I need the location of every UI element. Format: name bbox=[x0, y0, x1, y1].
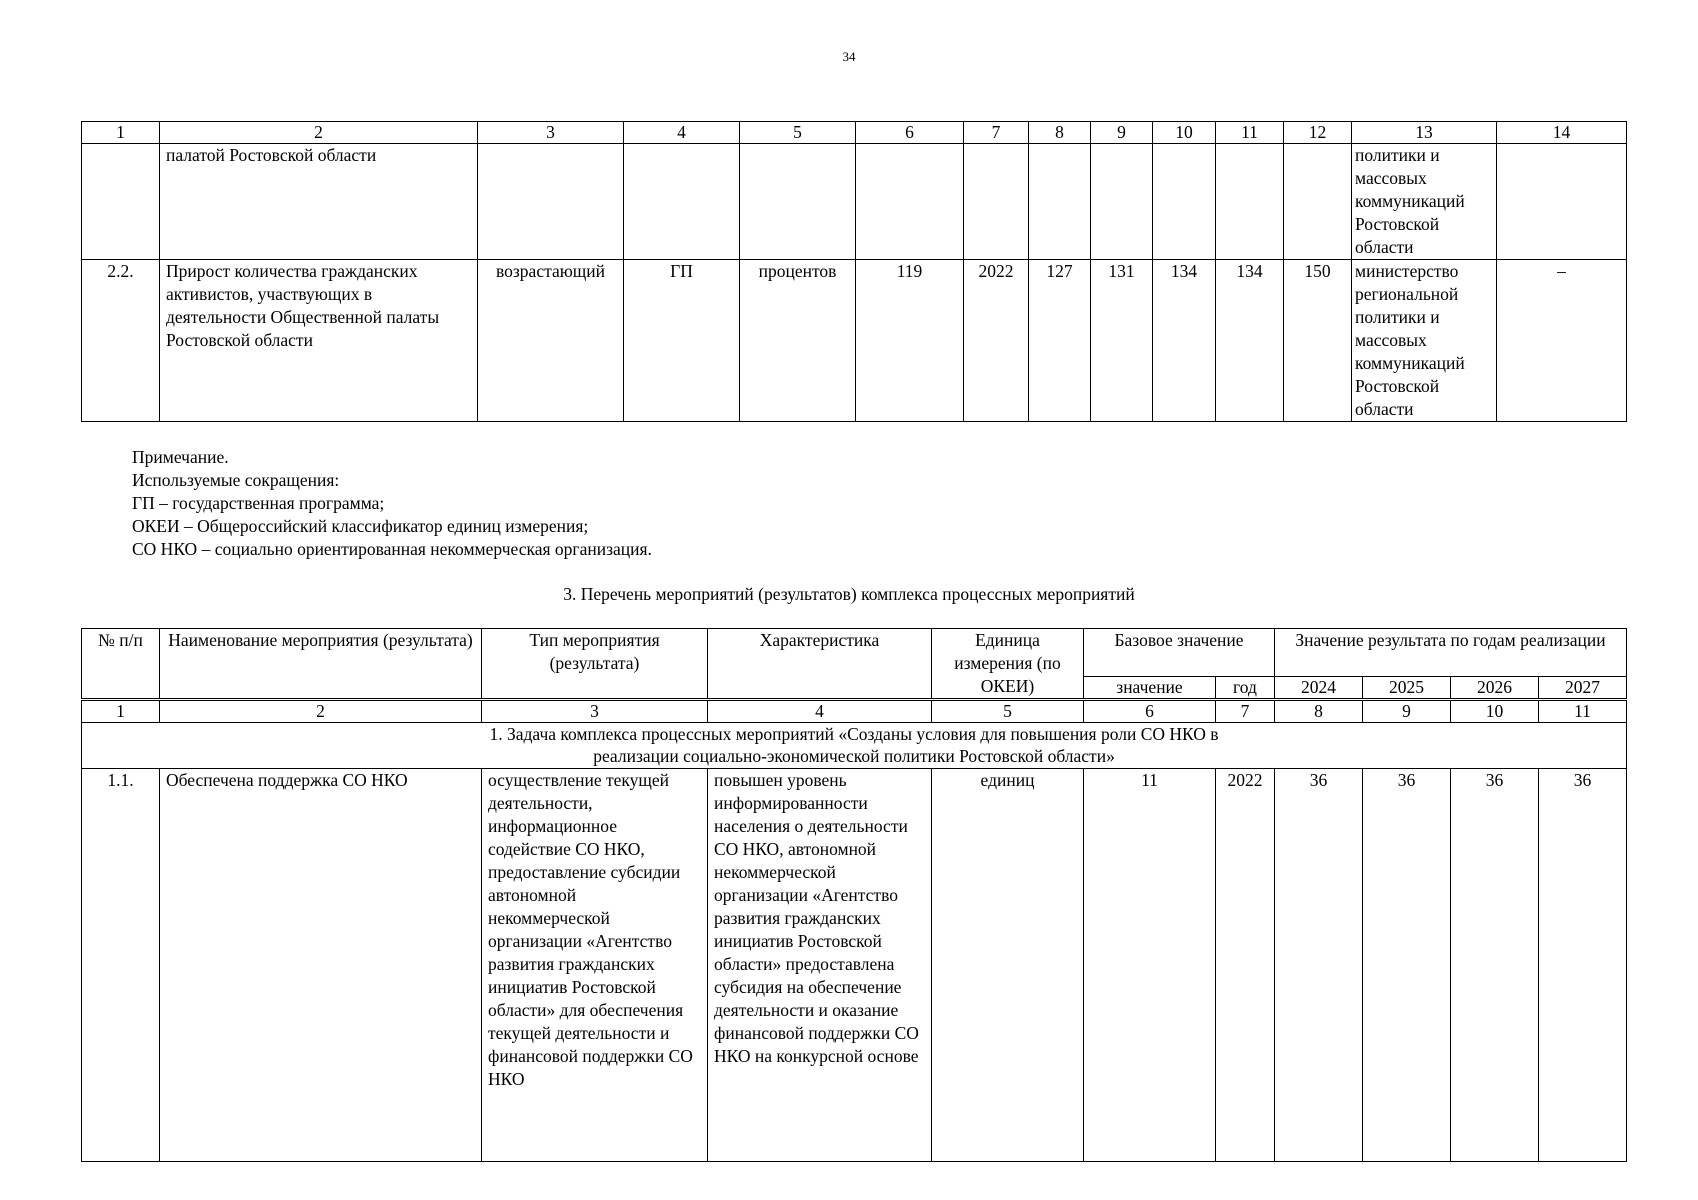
indicators-table bbox=[81, 121, 1627, 422]
year-value: 150 bbox=[1284, 260, 1352, 422]
column-number: 1 bbox=[82, 700, 160, 723]
measures-table bbox=[81, 628, 1627, 1162]
table-row bbox=[82, 769, 1627, 1162]
header-characteristic: Характеристика bbox=[708, 629, 932, 700]
column-number: 12 bbox=[1284, 122, 1352, 144]
measure-type: осуществление текущей деятельности, информационное содействие СО НКО, предоставление субсидии автономной некоммерческой организации «Агентство развития гражданских инициатив Ростовской области» для обеспечения текущей деятельности и финансовой поддержки СО НКО bbox=[482, 769, 708, 1162]
column-number: 4 bbox=[624, 122, 740, 144]
indicator-level bbox=[624, 144, 740, 260]
header-year: 2025 bbox=[1363, 676, 1451, 699]
measure-unit: единиц bbox=[932, 769, 1084, 1162]
column-number: 9 bbox=[1091, 122, 1153, 144]
base-value bbox=[856, 144, 964, 260]
task-row bbox=[82, 723, 1627, 769]
column-number: 5 bbox=[740, 122, 856, 144]
column-number: 9 bbox=[1363, 700, 1451, 723]
header-base-value: Базовое значение bbox=[1084, 629, 1275, 677]
header-unit: Единица измерения (по ОКЕИ) bbox=[932, 629, 1084, 700]
column-number: 2 bbox=[160, 122, 478, 144]
base-value: 119 bbox=[856, 260, 964, 422]
note-line: СО НКО – социально ориентированная некоммерческая организация. bbox=[132, 539, 652, 559]
abbreviations-note bbox=[132, 446, 652, 561]
row-number bbox=[82, 144, 160, 260]
note-line: Используемые сокращения: bbox=[132, 470, 340, 490]
base-value: 11 bbox=[1084, 769, 1216, 1162]
column-number: 13 bbox=[1352, 122, 1497, 144]
header-year: 2026 bbox=[1451, 676, 1539, 699]
year-value: 36 bbox=[1363, 769, 1451, 1162]
header-type: Тип мероприятия (результата) bbox=[482, 629, 708, 700]
header-num: № п/п bbox=[82, 629, 160, 700]
column-number: 10 bbox=[1451, 700, 1539, 723]
header-result-values: Значение результата по годам реализации bbox=[1275, 629, 1627, 677]
header-name: Наименование мероприятия (результата) bbox=[160, 629, 482, 700]
indicator-name: Прирост количества гражданских активистов, участвующих в деятельности Общественной палаты Ростовской области bbox=[160, 260, 478, 422]
year-value: 131 bbox=[1091, 260, 1153, 422]
indicator-level: ГП bbox=[624, 260, 740, 422]
indicator-name: палатой Ростовской области bbox=[160, 144, 478, 260]
row-number: 1.1. bbox=[82, 769, 160, 1162]
year-value bbox=[1029, 144, 1091, 260]
column-number: 5 bbox=[932, 700, 1084, 723]
note-line: ОКЕИ – Общероссийский классификатор единиц измерения; bbox=[132, 516, 589, 536]
related-indicator: – bbox=[1497, 260, 1627, 422]
column-number: 7 bbox=[964, 122, 1029, 144]
task-title: 1. Задача комплекса процессных мероприятий «Созданы условия для повышения роли СО НКО в реализации социально-экономической политики Ростовской области» bbox=[82, 723, 1627, 769]
column-number: 11 bbox=[1216, 122, 1284, 144]
column-number-row bbox=[82, 122, 1627, 144]
indicator-unit bbox=[740, 144, 856, 260]
header-year: 2027 bbox=[1539, 676, 1627, 699]
page-number: 34 bbox=[842, 49, 856, 64]
column-number: 7 bbox=[1216, 700, 1275, 723]
column-number: 2 bbox=[160, 700, 482, 723]
year-value: 134 bbox=[1216, 260, 1284, 422]
year-value bbox=[1091, 144, 1153, 260]
measure-name: Обеспечена поддержка СО НКО bbox=[160, 769, 482, 1162]
year-value bbox=[1153, 144, 1216, 260]
year-value: 36 bbox=[1275, 769, 1363, 1162]
column-number: 11 bbox=[1539, 700, 1627, 723]
base-year: 2022 bbox=[964, 260, 1029, 422]
note-line: ГП – государственная программа; bbox=[132, 493, 385, 513]
header-year: 2024 bbox=[1275, 676, 1363, 699]
note-line: Примечание. bbox=[132, 447, 229, 467]
year-value bbox=[1216, 144, 1284, 260]
header-base-year-sub: год bbox=[1216, 676, 1275, 699]
responsible-body: политики и массовых коммуникаций Ростовской области bbox=[1352, 144, 1497, 260]
indicator-trend bbox=[478, 144, 624, 260]
table-row bbox=[82, 144, 1627, 260]
column-number: 6 bbox=[856, 122, 964, 144]
column-number: 14 bbox=[1497, 122, 1627, 144]
column-number: 1 bbox=[82, 122, 160, 144]
column-number: 10 bbox=[1153, 122, 1216, 144]
column-number: 8 bbox=[1029, 122, 1091, 144]
column-number-row bbox=[82, 700, 1627, 723]
column-number: 3 bbox=[478, 122, 624, 144]
indicator-unit: процентов bbox=[740, 260, 856, 422]
year-value: 134 bbox=[1153, 260, 1216, 422]
table-row bbox=[82, 260, 1627, 422]
indicator-trend: возрастающий bbox=[478, 260, 624, 422]
year-value: 36 bbox=[1539, 769, 1627, 1162]
column-number: 6 bbox=[1084, 700, 1216, 723]
header-row bbox=[82, 629, 1627, 677]
year-value bbox=[1284, 144, 1352, 260]
row-number: 2.2. bbox=[82, 260, 160, 422]
related-indicator bbox=[1497, 144, 1627, 260]
year-value: 127 bbox=[1029, 260, 1091, 422]
column-number: 3 bbox=[482, 700, 708, 723]
column-number: 8 bbox=[1275, 700, 1363, 723]
base-year bbox=[964, 144, 1029, 260]
responsible-body: министерство региональной политики и массовых коммуникаций Ростовской области bbox=[1352, 260, 1497, 422]
year-value: 36 bbox=[1451, 769, 1539, 1162]
header-base-value-sub: значение bbox=[1084, 676, 1216, 699]
measure-characteristic: повышен уровень информированности населения о деятельности СО НКО, автономной некоммерческой организации «Агентство развития гражданских инициатив Ростовской области» предоставлена субсидия на обеспечение деятельности и оказание финансовой поддержки СО НКО на конкурсной основе bbox=[708, 769, 932, 1162]
section-title: 3. Перечень мероприятий (результатов) комплекса процессных мероприятий bbox=[563, 584, 1135, 604]
column-number: 4 bbox=[708, 700, 932, 723]
base-year: 2022 bbox=[1216, 769, 1275, 1162]
